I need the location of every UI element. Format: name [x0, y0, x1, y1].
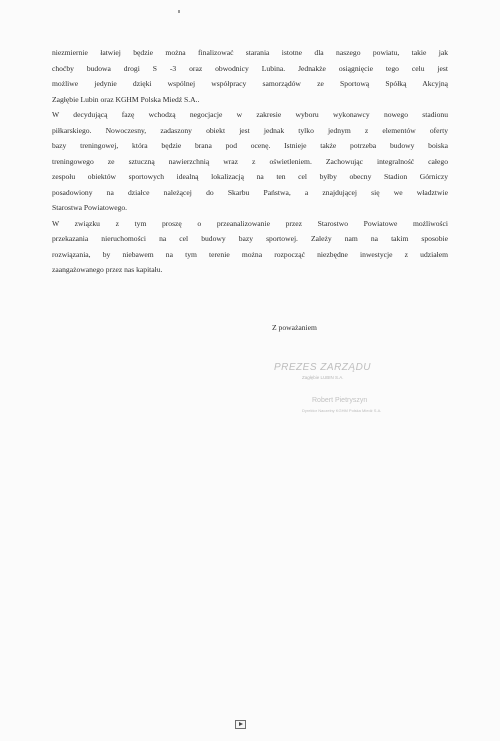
paragraph-line: treningowego ze sztuczną nawierzchnią wraz z oświetleniem. Zachowując integralność całego [52, 156, 448, 166]
paragraph-line: zespołu obiektów sportowych idealną lokalizacją na ten cel byłby obecny Stadion Górniczy [52, 172, 448, 181]
paragraph-2 [52, 107, 448, 216]
signature-stamp [262, 362, 412, 422]
paragraph-line: choćby budowa drogi S -3 oraz obwodnicy Lubina. Jednakże osiągnięcie tego celu jest [52, 63, 448, 73]
paragraph-1 [52, 45, 448, 107]
stamp-subtitle: Zagłębie LUBIN S.A. [302, 375, 344, 380]
paragraph-line: Starostwa Powiatowego. [52, 203, 128, 212]
paragraph-line: piłkarskiego. Nowoczesny, zadaszony obiekt jest jednak tylko jednym z elementów oferty [52, 125, 448, 135]
paragraph-line: posadowiony na działce należącej do Skarbu Państwa, a znajdującej się we władztwie [52, 187, 448, 197]
play-triangle-icon [239, 722, 243, 726]
paragraph-3 [52, 216, 448, 278]
closing-salutation: Z poważaniem [272, 323, 317, 332]
paragraph-line: W decydującą fazę wchodzą negocjacje w zakresie wyboru wykonawcy nowego stadionu [52, 110, 448, 119]
paragraph-line: bazy treningowej, która będzie brana pod ocenę. Istnieje także potrzeba budowy boiska [52, 141, 448, 150]
paragraph-line: W związku z tym proszę o przeanalizowanie przez Starostwo Powiatowe możliwości [52, 218, 448, 228]
letter-body [52, 45, 448, 278]
scan-mark [178, 10, 180, 13]
paragraph-line: niezmiernie łatwiej będzie można finalizować starania istotne dla naszego powiatu, takie jak [52, 48, 448, 57]
paragraph-line: Zagłębie Lubin oraz KGHM Polska Miedź S.A.. [52, 94, 200, 104]
paragraph-line: możliwe jedynie dzięki wspólnej współpracy samorządów ze Sportową Spółką Akcyjną [52, 79, 448, 88]
signer-name: Robert Pietryszyn [312, 397, 368, 404]
paragraph-line: rozwiązania, by niebawem na tym terenie można rozpocząć niezbędne inwestycje z udziałem [52, 249, 448, 259]
next-page-button[interactable] [235, 720, 246, 729]
paragraph-line: przekazania nieruchomości na cel budowy bazy sportowej. Zależy nam na takim sposobie [52, 234, 448, 243]
paragraph-line: zaangażowanego przez nas kapitału. [52, 265, 163, 274]
stamp-title: PREZES ZARZĄDU [274, 362, 372, 373]
signer-role: Dyrektor Naczelny KGHM Polska Miedź S.A. [302, 408, 382, 413]
